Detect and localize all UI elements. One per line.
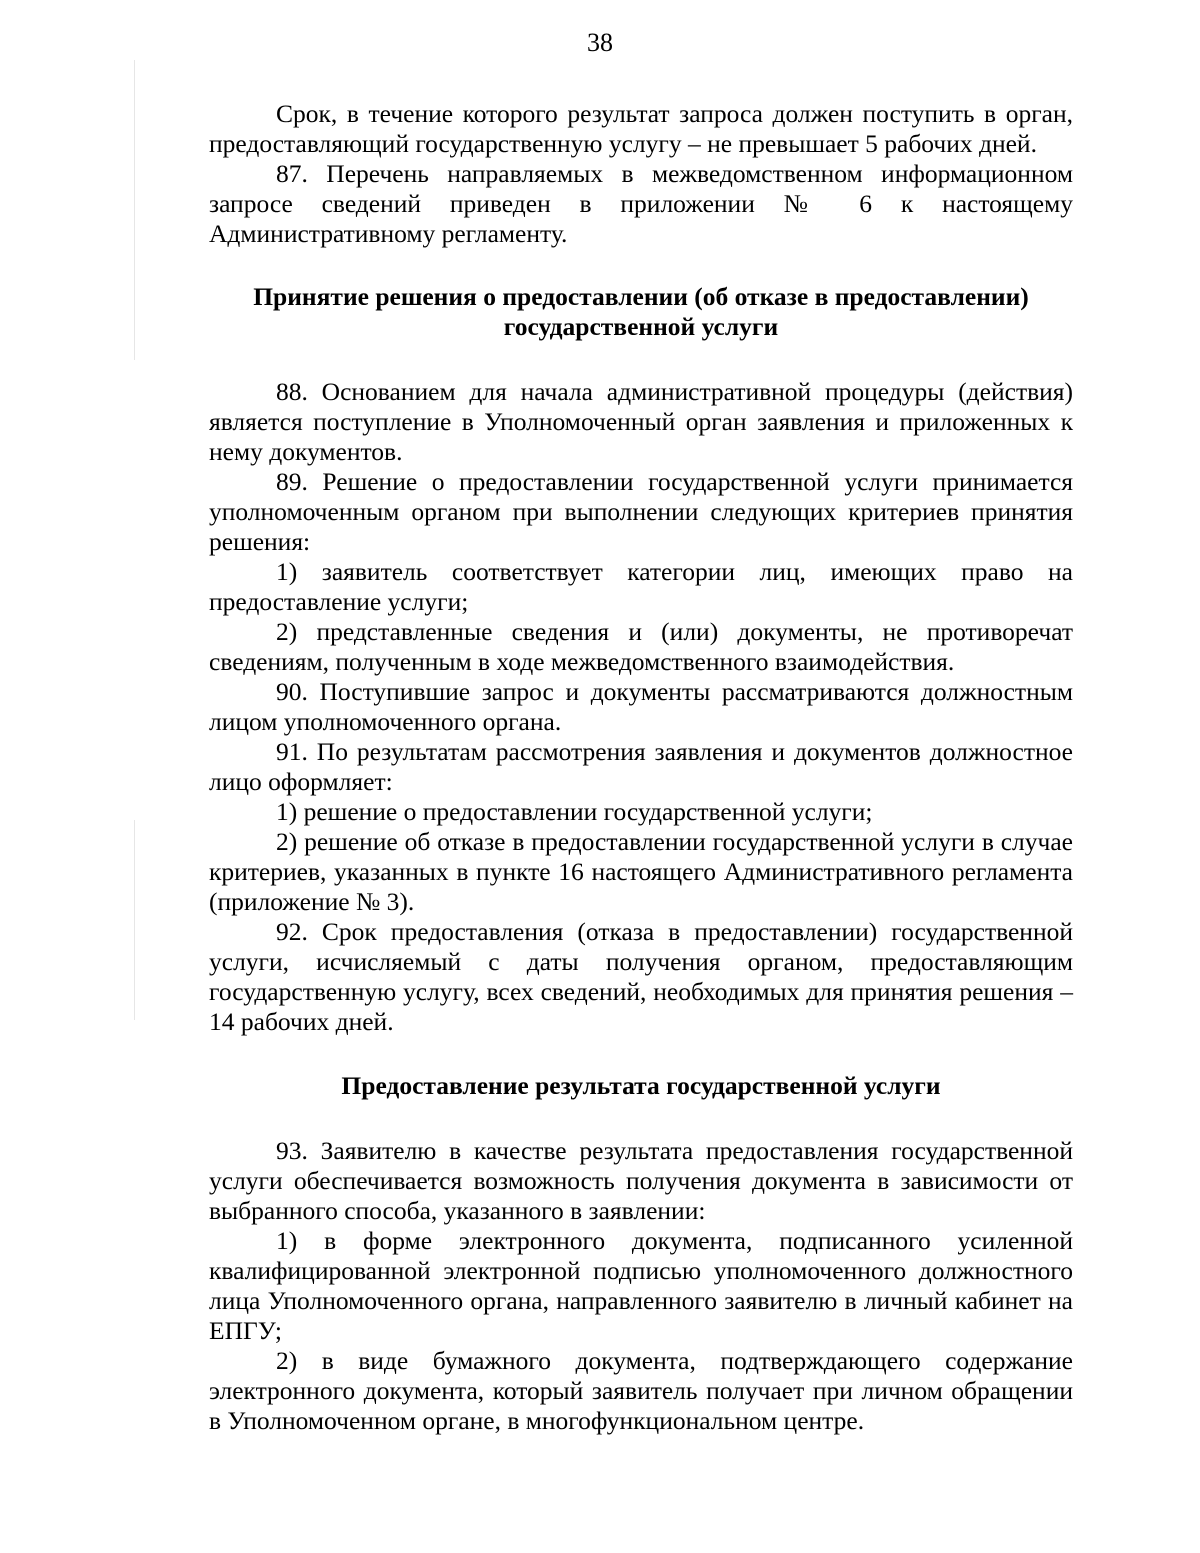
section-heading-result: Предоставление результата государственной услуги (341, 1071, 941, 1100)
paragraph-89-item-1: 1) заявитель соответствует категории лиц, имеющих право на предоставление услуги; (209, 557, 1073, 616)
paragraph-90: 90. Поступившие запрос и документы рассматриваются должностным лицом уполномоченного органа. (209, 677, 1073, 736)
paragraph-91-item-1: 1) решение о предоставлении государственной услуги; (276, 797, 873, 826)
paragraph-91: 91. По результатам рассмотрения заявления и документов должностное лицо оформляет: (209, 737, 1073, 796)
paragraph-89-item-2: 2) представленные сведения и (или) документы, не противоречат сведениям, полученным в ходе межведомственного взаимодействия. (209, 617, 1073, 676)
paragraph-intro: Срок, в течение которого результат запроса должен поступить в орган, предоставляющий государственную услугу – не превышает 5 рабочих дней. (209, 99, 1073, 158)
paragraph-87: 87. Перечень направляемых в межведомственном информационном запросе сведений приведен в приложении № 6 к настоящему Административному регламенту. (209, 159, 1073, 248)
paragraph-93-item-2: 2) в виде бумажного документа, подтверждающего содержание электронного документа, который заявитель получает при личном обращении в Уполномоченном органе, в многофункциональном центре. (209, 1346, 1073, 1435)
paragraph-91-item-2: 2) решение об отказе в предоставлении государственной услуги в случае критериев, указанных в пункте 16 настоящего Административного регламента (приложение № 3). (209, 827, 1073, 916)
paragraph-92: 92. Срок предоставления (отказа в предоставлении) государственной услуги, исчисляемый с даты получения органом, предоставляющим государственную услугу, всех сведений, необходимых для принятия решения – 14 рабочих дней. (209, 917, 1073, 1036)
scan-artifact-line (134, 820, 135, 1020)
paragraph-93-item-1: 1) в форме электронного документа, подписанного усиленной квалифицированной электронной подписью уполномоченного должностного лица Уполномоченного органа, направленного заявителю в личный кабинет на ЕПГУ; (209, 1226, 1073, 1345)
paragraph-88: 88. Основанием для начала административной процедуры (действия) является поступление в Уполномоченный орган заявления и приложенных к нему документов. (209, 377, 1073, 466)
section-heading-decision: Принятие решения о предоставлении (об отказе в предоставлении) государственной услуги (253, 282, 1029, 341)
scan-artifact-line (134, 60, 135, 360)
paragraph-93: 93. Заявителю в качестве результата предоставления государственной услуги обеспечивается возможность получения документа в зависимости от выбранного способа, указанного в заявлении: (209, 1136, 1073, 1225)
document-body (209, 99, 1073, 1436)
paragraph-89: 89. Решение о предоставлении государственной услуги принимается уполномоченным органом при выполнении следующих критериев принятия решения: (209, 467, 1073, 556)
page-number: 38 (587, 28, 613, 57)
